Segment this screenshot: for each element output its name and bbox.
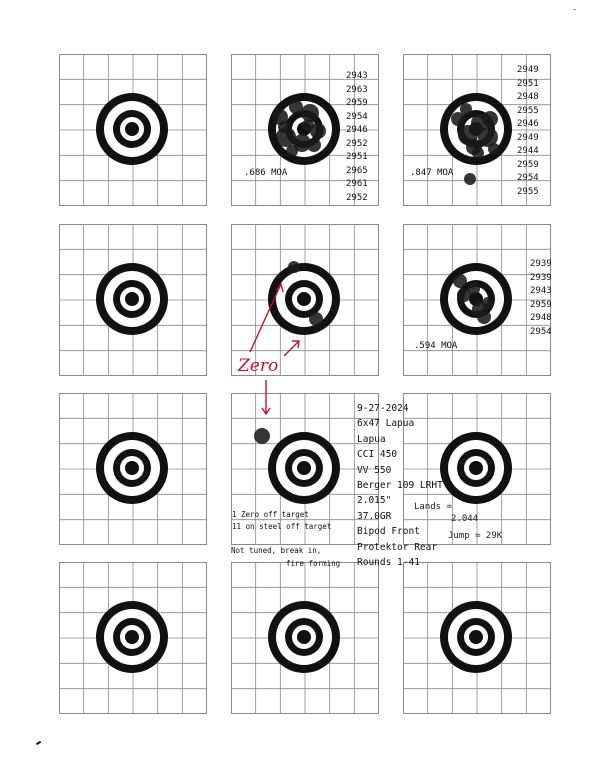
bullseye bbox=[469, 630, 483, 644]
velocity-value: 2959 bbox=[530, 299, 552, 310]
bullseye bbox=[125, 461, 139, 475]
load-date: 9-27-2024 bbox=[357, 403, 409, 414]
velocity-list-r1c2 bbox=[346, 70, 368, 205]
bullet-hole bbox=[289, 100, 303, 114]
shot-note-zero: 1 Zero off target bbox=[232, 510, 309, 519]
velocity-value: 2955 bbox=[517, 105, 539, 116]
velocity-value: 2952 bbox=[346, 192, 368, 203]
bullet-hole bbox=[477, 310, 491, 324]
group-size-r1c3: .847 MOA bbox=[410, 168, 454, 178]
load-brass: Lapua bbox=[357, 433, 386, 445]
velocity-value: 2939 bbox=[530, 259, 552, 269]
bullet-hole bbox=[254, 428, 270, 444]
bullet-hole bbox=[460, 103, 472, 115]
load-coal: 2.015" bbox=[357, 495, 392, 507]
bullet-hole bbox=[301, 104, 319, 122]
load-notes bbox=[357, 401, 443, 570]
load-powder: VV 550 bbox=[357, 464, 392, 476]
scan-mark bbox=[573, 9, 576, 10]
bullet-hole bbox=[453, 274, 467, 288]
target-r4c1 bbox=[59, 562, 207, 714]
load-primer: CCI 450 bbox=[357, 449, 398, 461]
load-rear-rest: Protektor Rear bbox=[357, 541, 438, 553]
velocity-value: 2946 bbox=[346, 125, 368, 135]
velocity-value: 2965 bbox=[346, 165, 368, 176]
lands-label: Lands = bbox=[414, 502, 452, 512]
velocity-value: 2961 bbox=[346, 179, 368, 189]
group-size-r1c2: .686 MOA bbox=[244, 168, 288, 178]
bullet-hole bbox=[288, 261, 300, 273]
target-r3c1 bbox=[59, 393, 207, 545]
velocity-list-r1c3 bbox=[517, 64, 539, 199]
velocity-value: 2944 bbox=[517, 146, 539, 156]
velocity-value: 2943 bbox=[346, 71, 368, 81]
bullseye bbox=[469, 461, 483, 475]
load-rounds: Rounds 1-41 bbox=[357, 556, 420, 568]
group-size-r2c3: .594 MOA bbox=[414, 341, 458, 351]
velocity-value: 2955 bbox=[517, 186, 539, 197]
velocity-value: 2949 bbox=[517, 132, 539, 143]
velocity-value: 2946 bbox=[517, 119, 539, 129]
bullet-hole bbox=[309, 312, 323, 326]
target-r2c2-svg bbox=[231, 224, 379, 376]
velocity-value: 2951 bbox=[517, 78, 539, 89]
shot-note-fire-forming: fire forming bbox=[286, 559, 341, 568]
bullseye bbox=[297, 292, 311, 306]
zero-label: Zero bbox=[238, 356, 279, 376]
bullet-hole bbox=[302, 119, 314, 131]
target-r1c1-svg bbox=[59, 54, 207, 206]
target-r2c1-svg bbox=[59, 224, 207, 376]
velocity-list-r2c3 bbox=[530, 258, 552, 339]
load-charge: 37.0GR bbox=[357, 510, 392, 522]
velocity-value: 2954 bbox=[530, 326, 552, 337]
bullseye bbox=[125, 122, 139, 136]
velocity-value: 2948 bbox=[517, 92, 539, 102]
target-r4c2 bbox=[231, 562, 379, 714]
velocity-value: 2943 bbox=[530, 286, 552, 296]
velocity-value: 2949 bbox=[517, 65, 539, 75]
shot-note-steel: 11 on steel off target bbox=[232, 522, 332, 531]
bullet-hole bbox=[488, 143, 500, 155]
bullet-hole bbox=[472, 147, 484, 159]
velocity-value: 2952 bbox=[346, 138, 368, 149]
velocity-value: 2951 bbox=[346, 152, 368, 162]
target-r2c1 bbox=[59, 224, 207, 376]
target-r3c1-svg bbox=[59, 393, 207, 545]
bullet-hole bbox=[482, 111, 498, 127]
target-r2c3 bbox=[403, 224, 551, 376]
velocity-value: 2959 bbox=[517, 159, 539, 170]
target-r1c1 bbox=[59, 54, 207, 206]
bullet-hole bbox=[464, 173, 476, 185]
velocity-value: 2948 bbox=[530, 313, 552, 323]
shot-note-tuning: Not tuned, break in, bbox=[231, 546, 322, 555]
velocity-value: 2939 bbox=[530, 272, 552, 283]
bullet-hole bbox=[286, 145, 298, 157]
target-r4c3-svg bbox=[403, 562, 551, 714]
velocity-value: 2959 bbox=[346, 98, 368, 108]
bullseye bbox=[297, 630, 311, 644]
target-r4c3 bbox=[403, 562, 551, 714]
bullseye bbox=[125, 630, 139, 644]
bullet-hole bbox=[278, 121, 290, 133]
bullseye bbox=[125, 292, 139, 306]
load-bullet: Berger 109 LRHT bbox=[357, 479, 443, 491]
load-cartridge: 6x47 Lapua bbox=[357, 418, 415, 430]
lands-value: 2.044 bbox=[451, 514, 479, 524]
scan-mark bbox=[36, 741, 41, 745]
velocity-value: 2963 bbox=[346, 84, 368, 95]
target-r2c3-svg bbox=[403, 224, 551, 376]
bullseye bbox=[297, 461, 311, 475]
bullet-hole bbox=[468, 283, 480, 295]
bullet-hole bbox=[482, 297, 494, 309]
target-r4c1-svg bbox=[59, 562, 207, 714]
bullet-hole bbox=[307, 138, 321, 152]
target-r2c2 bbox=[231, 224, 379, 376]
load-front-rest: Bipod Front bbox=[357, 526, 420, 538]
jump-note: Jump = 29K bbox=[448, 531, 503, 541]
velocity-value: 2954 bbox=[346, 111, 368, 122]
velocity-value: 2954 bbox=[517, 173, 539, 183]
target-r4c2-svg bbox=[231, 562, 379, 714]
